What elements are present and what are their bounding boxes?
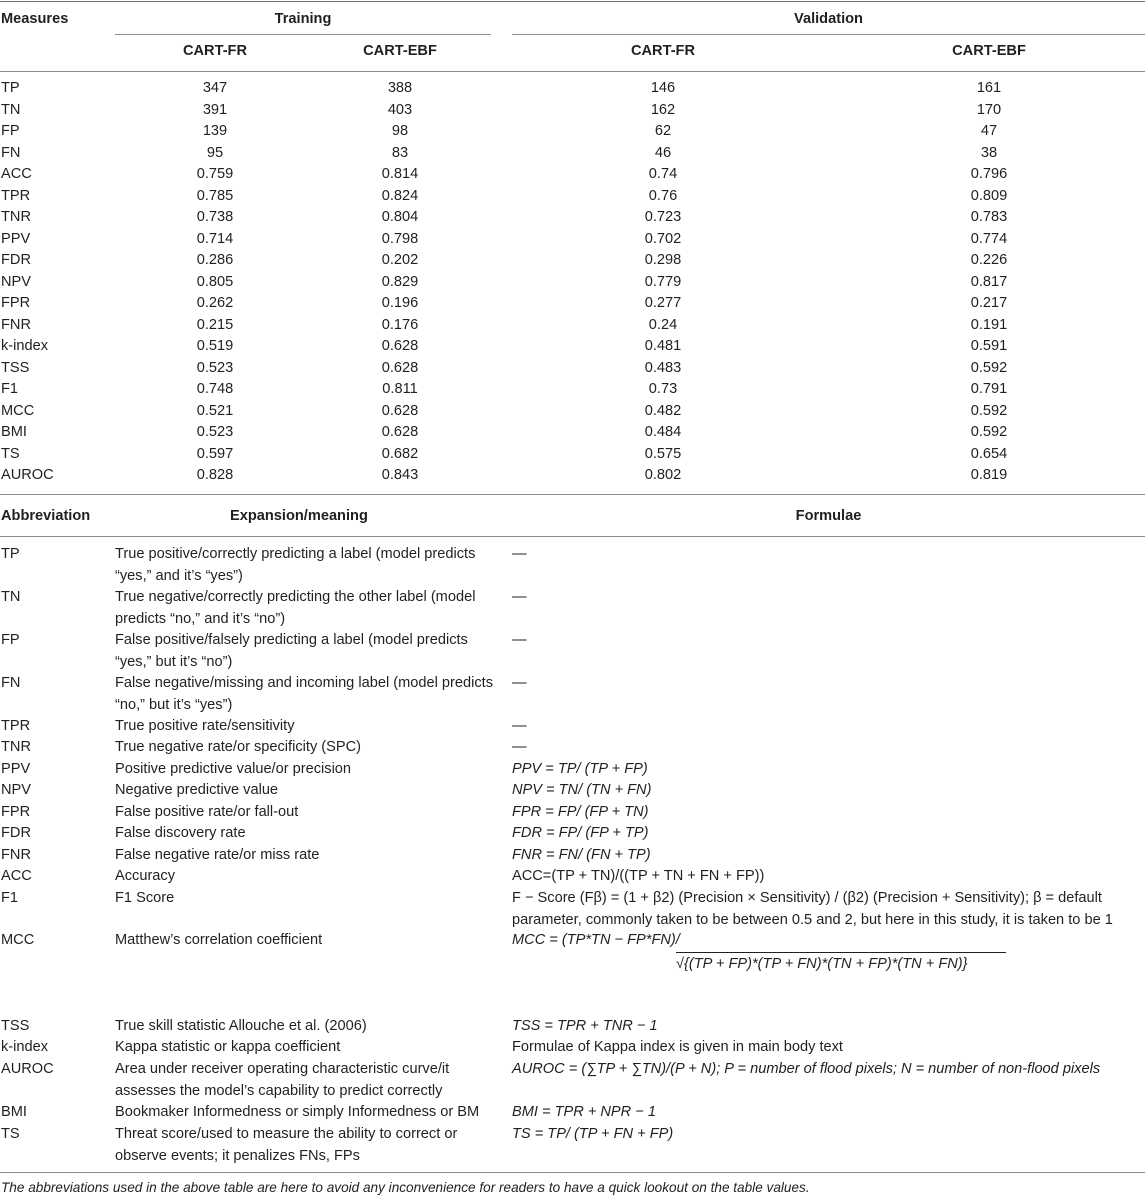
measure-cell: k-index [1, 338, 49, 354]
meaning-cell: Bookmaker Informedness or simply Informedness or BM [115, 1104, 480, 1120]
training-cart-ebf-cell: 0.682 [381, 445, 419, 462]
formula-cell: — [512, 632, 527, 648]
training-cart-ebf-cell: 0.798 [381, 230, 419, 247]
validation-cart-ebf-header: CART-EBF [952, 43, 1026, 59]
meaning-cell: Accuracy [115, 868, 176, 884]
training-cart-fr-cell: 139 [202, 123, 228, 139]
table-row [0, 358, 1145, 380]
measure-cell: TN [1, 101, 21, 118]
training-cart-ebf-cell: 0.628 [381, 424, 419, 440]
formula-cell: MCC = (TP*TN − FP*FN)/ [512, 932, 680, 948]
header-bottom-rule [0, 71, 1145, 72]
validation-header: Validation [794, 11, 863, 27]
validation-cart-ebf-cell: 0.796 [970, 166, 1008, 182]
table-bottom-rule [0, 1172, 1145, 1173]
formula-cell: TSS = TPR + TNR − 1 [512, 1018, 658, 1034]
validation-cart-fr-cell: 0.298 [644, 252, 682, 268]
validation-cart-fr-cell: 0.481 [644, 338, 682, 354]
training-cart-ebf-cell: 0.843 [381, 467, 419, 483]
table-row [0, 250, 1145, 272]
abbreviation-cell: AUROC [1, 1061, 54, 1077]
abbreviation-cell: FDR [1, 825, 31, 841]
table-row [0, 186, 1145, 208]
table-row [0, 401, 1145, 423]
meaning-cell: Negative predictive value [115, 782, 279, 798]
measure-cell: FPR [1, 295, 31, 311]
table-row [0, 465, 1145, 487]
validation-cart-fr-cell: 0.802 [644, 467, 682, 483]
training-cart-fr-cell: 0.828 [196, 467, 234, 483]
meaning-cell: False negative/missing and incoming label (model predicts “no,” but it’s “yes”) [115, 675, 494, 713]
meaning-cell: True positive rate/sensitivity [115, 718, 295, 734]
validation-cart-ebf-cell: 0.217 [970, 295, 1008, 311]
formula-cell: — [512, 589, 527, 605]
table-row [0, 444, 1145, 466]
validation-cart-fr-cell: 0.24 [648, 316, 678, 333]
training-header: Training [274, 11, 332, 27]
training-cart-fr-cell: 0.521 [196, 402, 234, 419]
table-row [0, 379, 1145, 401]
training-cart-fr-cell: 0.805 [196, 273, 234, 290]
meaning-cell: Threat score/used to measure the ability to correct or observe events; it penalizes FNs, FPs [115, 1126, 458, 1164]
training-cart-fr-cell: 95 [206, 144, 224, 161]
table-top-rule [0, 1, 1145, 2]
training-cart-fr-cell: 0.523 [196, 359, 234, 376]
measure-cell: F1 [1, 381, 19, 397]
validation-cart-ebf-cell: 0.191 [970, 316, 1008, 333]
meaning-cell: F1 Score [115, 890, 175, 906]
measure-cell: FP [1, 123, 20, 139]
training-cart-fr-cell: 0.262 [196, 295, 234, 311]
validation-cart-fr-cell: 46 [654, 144, 672, 161]
table-row [0, 121, 1145, 143]
validation-cart-ebf-cell: 38 [980, 144, 998, 161]
formula-cell: — [512, 718, 527, 734]
validation-cart-fr-cell: 0.723 [644, 209, 682, 225]
validation-cart-fr-cell: 146 [650, 80, 676, 96]
training-underline [115, 34, 491, 35]
training-cart-fr-cell: 0.286 [196, 252, 234, 268]
meaning-cell: True positive/correctly predicting a label (model predicts “yes,” and it’s “yes”) [115, 546, 476, 584]
training-cart-ebf-cell: 0.628 [381, 359, 419, 376]
abbreviation-cell: TNR [1, 739, 31, 755]
abbreviation-cell: FPR [1, 804, 31, 820]
validation-cart-ebf-cell: 47 [980, 123, 998, 139]
validation-cart-fr-cell: 0.483 [644, 359, 682, 376]
meaning-cell: Positive predictive value/or precision [115, 761, 352, 777]
training-cart-ebf-cell: 0.824 [381, 187, 419, 204]
formula-cell: BMI = TPR + NPR − 1 [512, 1104, 656, 1120]
training-cart-fr-header: CART-FR [182, 43, 248, 59]
measure-cell: TS [1, 445, 20, 462]
validation-cart-ebf-cell: 170 [976, 101, 1002, 118]
meaning-cell: False positive rate/or fall-out [115, 804, 299, 820]
formula-cell: TS = TP/ (TP + FN + FP) [512, 1126, 674, 1142]
validation-cart-fr-cell: 0.575 [644, 445, 682, 462]
meaning-cell: Area under receiver operating characteristic curve/it assesses the model’s capability to predict correctly [115, 1061, 450, 1099]
validation-underline [512, 34, 1145, 35]
training-cart-ebf-cell: 0.811 [382, 381, 418, 397]
validation-cart-ebf-cell: 0.774 [970, 230, 1008, 247]
validation-cart-ebf-cell: 0.783 [970, 209, 1008, 225]
formula-cell: — [512, 739, 527, 755]
validation-cart-ebf-cell: 0.817 [970, 273, 1008, 290]
validation-cart-ebf-cell: 0.791 [970, 381, 1008, 397]
meaning-header: Expansion/meaning [230, 508, 368, 524]
formula-cell: AUROC = (∑TP + ∑TN)/(P + N); P = number of flood pixels; N = number of non-flood pixels [512, 1061, 1101, 1077]
measure-cell: FNR [1, 316, 31, 333]
validation-cart-fr-cell: 0.76 [648, 187, 678, 204]
training-cart-ebf-cell: 0.176 [381, 316, 419, 333]
table-row [0, 100, 1145, 122]
abbreviation-cell: TN [1, 589, 21, 605]
training-cart-ebf-cell: 98 [391, 123, 409, 139]
training-cart-fr-cell: 0.759 [196, 166, 234, 182]
formula-cell: FDR = FP/ (FP + TP) [512, 825, 649, 841]
measure-cell: TNR [1, 209, 31, 225]
abbreviation-cell: MCC [1, 932, 35, 948]
measure-cell: TSS [1, 359, 30, 376]
training-cart-ebf-cell: 83 [391, 144, 409, 161]
validation-cart-fr-cell: 0.73 [648, 381, 678, 397]
measure-cell: ACC [1, 166, 32, 182]
measures-header: Measures [1, 11, 69, 27]
validation-cart-ebf-cell: 0.592 [970, 359, 1008, 376]
training-cart-fr-cell: 0.519 [196, 338, 234, 354]
formula-cell: PPV = TP/ (TP + FP) [512, 761, 648, 777]
meaning-cell: True negative rate/or specificity (SPC) [115, 739, 362, 755]
formula-cell: F − Score (Fβ) = (1 + β2) (Precision × Sensitivity) / (β2) (Precision + Sensitivity); β = default parameter, commonly taken to be between 0.5 and 2, but here in this study, it is taken to be 1 [512, 890, 1113, 928]
formula-cell: NPV = TN/ (TN + FN) [512, 782, 652, 798]
training-cart-fr-cell: 0.748 [196, 381, 234, 397]
training-cart-fr-cell: 0.597 [196, 445, 234, 462]
section-divider-rule [0, 494, 1145, 495]
validation-cart-fr-cell: 0.277 [644, 295, 682, 311]
abbreviation-header: Abbreviation [1, 508, 91, 524]
training-cart-ebf-header: CART-EBF [363, 43, 437, 59]
abbreviation-cell: NPV [1, 782, 32, 798]
training-cart-ebf-cell: 0.628 [381, 402, 419, 419]
table-row [0, 315, 1145, 337]
validation-cart-ebf-cell: 0.592 [970, 424, 1008, 440]
validation-cart-ebf-cell: 0.809 [970, 187, 1008, 204]
table-row [0, 143, 1145, 165]
formula-cell: FPR = FP/ (FP + TN) [512, 804, 649, 820]
training-cart-ebf-cell: 0.202 [381, 252, 419, 268]
meaning-cell: True skill statistic Allouche et al. (2006) [115, 1018, 367, 1034]
training-cart-fr-cell: 0.523 [196, 424, 234, 440]
validation-cart-ebf-cell: 0.226 [970, 252, 1008, 268]
table-row [0, 293, 1145, 315]
validation-cart-fr-cell: 62 [654, 123, 672, 139]
validation-cart-fr-cell: 0.779 [644, 273, 682, 290]
meaning-cell: False positive/falsely predicting a label (model predicts “yes,” but it’s “no”) [115, 632, 468, 670]
validation-cart-ebf-cell: 161 [976, 80, 1002, 96]
validation-cart-fr-cell: 162 [650, 101, 676, 118]
training-cart-ebf-cell: 0.196 [381, 295, 419, 311]
table-row [0, 78, 1145, 100]
training-cart-fr-cell: 347 [202, 80, 228, 96]
abbreviation-cell: ACC [1, 868, 32, 884]
formula-cell: — [512, 675, 527, 691]
abbreviation-cell: k-index [1, 1039, 49, 1055]
validation-cart-fr-cell: 0.702 [644, 230, 682, 247]
meaning-cell: False discovery rate [115, 825, 246, 841]
validation-cart-ebf-cell: 0.654 [970, 445, 1008, 462]
formula-denominator-cell: √{(TP + FP)*(TP + FN)*(TN + FP)*(TN + FN)} [676, 952, 1006, 976]
training-cart-ebf-cell: 0.628 [381, 338, 419, 354]
training-cart-fr-cell: 0.738 [196, 209, 234, 225]
training-cart-fr-cell: 391 [202, 101, 228, 118]
table-row [0, 229, 1145, 251]
measure-cell: MCC [1, 402, 35, 419]
abbreviation-cell: TPR [1, 718, 31, 734]
training-cart-ebf-cell: 403 [387, 101, 413, 118]
formula-cell: Formulae of Kappa index is given in main body text [512, 1039, 843, 1055]
abbreviation-cell: FNR [1, 847, 31, 863]
training-cart-fr-cell: 0.714 [196, 230, 234, 247]
validation-cart-fr-cell: 0.74 [648, 166, 678, 182]
training-cart-ebf-cell: 388 [387, 80, 413, 96]
measure-cell: AUROC [1, 467, 54, 483]
measure-cell: FDR [1, 252, 31, 268]
validation-cart-ebf-cell: 0.819 [970, 467, 1008, 483]
measure-cell: BMI [1, 424, 27, 440]
formulae-header: Formulae [795, 508, 862, 524]
meaning-cell: Matthew’s correlation coefficient [115, 932, 323, 948]
validation-cart-ebf-cell: 0.592 [970, 402, 1008, 419]
validation-cart-ebf-cell: 0.591 [970, 338, 1008, 354]
abbreviation-cell: TS [1, 1126, 20, 1142]
abbreviation-cell: TP [1, 546, 20, 562]
abbreviation-cell: F1 [1, 890, 19, 906]
abbreviation-header-rule [0, 536, 1145, 537]
measure-cell: PPV [1, 230, 31, 247]
table-footnote: The abbreviations used in the above table are here to avoid any inconvenience for readers to have a quick lookout on the table values. [1, 1180, 810, 1195]
validation-cart-fr-cell: 0.482 [644, 402, 682, 419]
measure-cell: TP [1, 80, 20, 96]
training-cart-ebf-cell: 0.804 [381, 209, 419, 225]
measure-cell: TPR [1, 187, 31, 204]
table-row [0, 164, 1145, 186]
abbreviation-cell: TSS [1, 1018, 30, 1034]
validation-cart-fr-header: CART-FR [630, 43, 696, 59]
training-cart-fr-cell: 0.785 [196, 187, 234, 204]
meaning-cell: Kappa statistic or kappa coefficient [115, 1039, 341, 1055]
validation-cart-fr-cell: 0.484 [644, 424, 682, 440]
training-cart-fr-cell: 0.215 [196, 316, 234, 333]
meaning-cell: True negative/correctly predicting the other label (model predicts “no,” and it’s “no”) [115, 589, 476, 627]
formula-cell: ACC=(TP + TN)/((TP + TN + FN + FP)) [512, 868, 765, 884]
formula-cell: FNR = FN/ (FN + TP) [512, 847, 651, 863]
training-cart-ebf-cell: 0.829 [381, 273, 419, 290]
table-row [0, 336, 1145, 358]
abbreviation-cell: BMI [1, 1104, 27, 1120]
table-row [0, 207, 1145, 229]
abbreviation-cell: PPV [1, 761, 31, 777]
table-row [0, 422, 1145, 444]
abbreviation-cell: FN [1, 675, 21, 691]
formula-cell: — [512, 546, 527, 562]
meaning-cell: False negative rate/or miss rate [115, 847, 320, 863]
table-row [0, 272, 1145, 294]
abbreviation-cell: FP [1, 632, 20, 648]
measure-cell: FN [1, 144, 21, 161]
measure-cell: NPV [1, 273, 32, 290]
training-cart-ebf-cell: 0.814 [381, 166, 419, 182]
